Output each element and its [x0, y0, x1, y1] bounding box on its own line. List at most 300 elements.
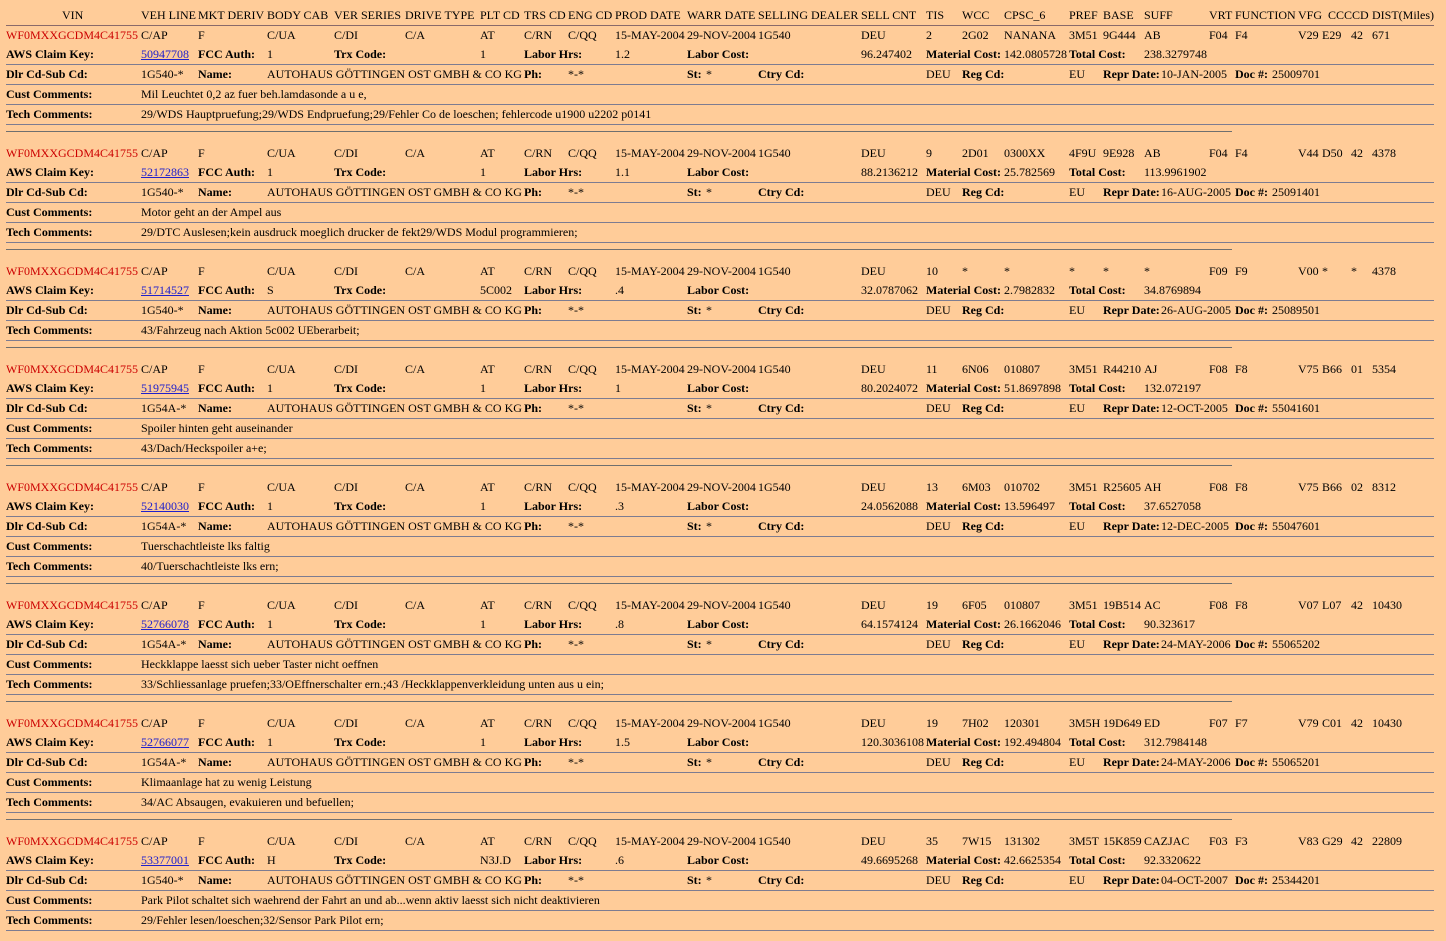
mkt-deriv-value: F — [198, 146, 205, 160]
vin-value: WF0MXXGCDM4C41755 — [6, 146, 139, 160]
col-vin: VIN — [62, 8, 84, 22]
vrt-value: F04 — [1209, 28, 1228, 42]
labor-cost-value: 88.2136212 — [861, 165, 918, 179]
trx-code-value: N3J.D — [480, 853, 512, 867]
dealer-row — [6, 517, 1434, 537]
tech-comments-label: Tech Comments: — [6, 677, 93, 691]
dealer-row — [6, 399, 1434, 419]
material-cost-label: Material Cost: — [926, 499, 1001, 513]
repr-date-value: 24-MAY-2006 — [1161, 755, 1231, 769]
ctry-cd-value: DEU — [926, 401, 951, 415]
claim-row — [6, 497, 1434, 517]
separator-line — [6, 347, 1232, 348]
claim-key-link[interactable]: 52172863 — [141, 165, 189, 179]
dlr-cd-label: Dlr Cd-Sub Cd: — [6, 637, 88, 651]
reg-cd-label: Reg Cd: — [962, 185, 1005, 199]
st-label: St: — [687, 755, 702, 769]
col-prod-date: PROD DATE — [615, 8, 681, 22]
aws-claim-key-label: AWS Claim Key: — [6, 381, 94, 395]
selling-dealer-value: 1G540 — [758, 716, 791, 730]
dealer-row — [6, 65, 1434, 85]
labor-hrs-label: Labor Hrs: — [524, 735, 583, 749]
dlr-cd-value: 1G54A-* — [141, 637, 187, 651]
col-mkt-deriv: MKT DERIV — [198, 8, 265, 22]
labor-cost-label: Labor Cost: — [687, 381, 750, 395]
function-value: F8 — [1235, 362, 1248, 376]
cd-value: 42 — [1351, 834, 1363, 848]
vfg-value: V00 — [1298, 264, 1319, 278]
tis-value: 10 — [926, 264, 938, 278]
selling-dealer-value: 1G540 — [758, 146, 791, 160]
function-value: F7 — [1235, 716, 1248, 730]
selling-dealer-value: 1G540 — [758, 362, 791, 376]
vfg-value: V83 — [1298, 834, 1319, 848]
dlr-cd-label: Dlr Cd-Sub Cd: — [6, 401, 88, 415]
name-label: Name: — [198, 67, 232, 81]
st-label: St: — [687, 519, 702, 533]
tech-comments-value: 33/Schliessanlage pruefen;33/OEffnerschalter ern.;43 /Heckklappenverkleidung unten aus u ein; — [141, 677, 604, 691]
ph-label: Ph: — [524, 873, 542, 887]
cust-comments-label: Cust Comments: — [6, 421, 93, 435]
plt-cd-value: AT — [480, 716, 495, 730]
labor-cost-value: 32.0787062 — [861, 283, 918, 297]
total-cost-value: 34.8769894 — [1144, 283, 1201, 297]
veh-line-value: C/AP — [141, 598, 168, 612]
col-warr-date: WARR DATE — [687, 8, 756, 22]
suff-value: AB — [1144, 146, 1161, 160]
veh-line-value: C/AP — [141, 480, 168, 494]
tech-comments-label: Tech Comments: — [6, 559, 93, 573]
trx-code-value: 1 — [480, 47, 486, 61]
trx-code-value: 5C002 — [480, 283, 513, 297]
tech-comments-row — [6, 105, 1434, 125]
name-label: Name: — [198, 873, 232, 887]
dist-value: 22809 — [1372, 834, 1402, 848]
reg-cd-value: EU — [1069, 755, 1085, 769]
repr-date-label: Repr Date: — [1103, 303, 1160, 317]
fcc-auth-label: FCC Auth: — [198, 381, 256, 395]
tech-comments-row — [6, 675, 1434, 695]
name-value: AUTOHAUS GÖTTINGEN OST GMBH & CO KG — [267, 401, 522, 415]
labor-cost-value: 64.1574124 — [861, 617, 918, 631]
base-value: R25605 — [1103, 480, 1142, 494]
claim-row — [6, 163, 1434, 183]
cd-value: 42 — [1351, 716, 1363, 730]
st-label: St: — [687, 67, 702, 81]
fcc-auth-label: FCC Auth: — [198, 283, 256, 297]
tech-comments-value: 29/DTC Auslesen;kein ausdruck moeglich drucker de fekt29/WDS Modul programmieren; — [141, 225, 578, 239]
ph-value: *-* — [568, 755, 584, 769]
material-cost-label: Material Cost: — [926, 283, 1001, 297]
dlr-cd-value: 1G540-* — [141, 303, 184, 317]
cd-value: 42 — [1351, 146, 1363, 160]
repr-date-value: 10-JAN-2005 — [1161, 67, 1227, 81]
material-cost-label: Material Cost: — [926, 617, 1001, 631]
ccc-value: L07 — [1322, 598, 1342, 612]
warr-date-value: 29-NOV-2004 — [687, 716, 756, 730]
ctry-cd-label: Ctry Cd: — [758, 303, 805, 317]
function-value: F4 — [1235, 28, 1248, 42]
claim-record — [6, 26, 1434, 144]
fcc-auth-value: H — [267, 853, 276, 867]
dlr-cd-value: 1G54A-* — [141, 401, 187, 415]
suff-value: AB — [1144, 28, 1161, 42]
claim-record — [6, 144, 1434, 262]
vrt-value: F08 — [1209, 598, 1228, 612]
cpsc6-value: 120301 — [1004, 716, 1040, 730]
claim-row — [6, 281, 1434, 301]
labor-hrs-label: Labor Hrs: — [524, 283, 583, 297]
mkt-deriv-value: F — [198, 834, 205, 848]
eng-cd-value: C/QQ — [568, 598, 597, 612]
doc-value: 55047601 — [1272, 519, 1320, 533]
material-cost-label: Material Cost: — [926, 165, 1001, 179]
sell-cnt-value: DEU — [861, 28, 886, 42]
total-cost-label: Total Cost: — [1069, 617, 1126, 631]
claims-report — [6, 6, 1434, 931]
doc-value: 55065202 — [1272, 637, 1320, 651]
eng-cd-value: C/QQ — [568, 834, 597, 848]
material-cost-label: Material Cost: — [926, 381, 1001, 395]
cust-comments-value: Spoiler hinten geht auseinander — [141, 421, 293, 435]
material-cost-value: 13.596497 — [1004, 499, 1055, 513]
cust-comments-row — [6, 203, 1434, 223]
claim-row — [6, 379, 1434, 399]
st-label: St: — [687, 401, 702, 415]
wcc-value: 2D01 — [962, 146, 989, 160]
body-cab-value: C/UA — [267, 716, 296, 730]
cpsc6-value: 010807 — [1004, 598, 1040, 612]
base-value: * — [1103, 264, 1109, 278]
material-cost-value: 2.7982832 — [1004, 283, 1055, 297]
labor-cost-label: Labor Cost: — [687, 735, 750, 749]
tis-value: 19 — [926, 598, 938, 612]
ctry-cd-label: Ctry Cd: — [758, 185, 805, 199]
ccc-value: B66 — [1322, 362, 1343, 376]
ver-series-value: C/DI — [334, 480, 358, 494]
record-separator — [6, 341, 1434, 360]
selling-dealer-value: 1G540 — [758, 264, 791, 278]
trx-code-label: Trx Code: — [334, 47, 387, 61]
vrt-value: F04 — [1209, 146, 1228, 160]
suff-value: AJ — [1144, 362, 1158, 376]
tech-comments-value: 40/Tuerschachtleiste lks ern; — [141, 559, 279, 573]
col-vrt: VRT — [1209, 8, 1233, 22]
fcc-auth-label: FCC Auth: — [198, 853, 256, 867]
col-plt-cd: PLT CD — [480, 8, 520, 22]
ver-series-value: C/DI — [334, 28, 358, 42]
cpsc6-value: * — [1004, 264, 1010, 278]
reg-cd-value: EU — [1069, 303, 1085, 317]
prod-date-value: 15-MAY-2004 — [615, 598, 685, 612]
tis-value: 35 — [926, 834, 938, 848]
name-value: AUTOHAUS GÖTTINGEN OST GMBH & CO KG — [267, 303, 522, 317]
cd-value: 01 — [1351, 362, 1363, 376]
doc-label: Doc #: — [1235, 67, 1268, 81]
labor-hrs-value: 1 — [615, 381, 621, 395]
trx-code-value: 1 — [480, 735, 486, 749]
doc-label: Doc #: — [1235, 185, 1268, 199]
col-body-cab: BODY CAB — [267, 8, 329, 22]
ccc-value: E29 — [1322, 28, 1342, 42]
total-cost-value: 132.072197 — [1144, 381, 1201, 395]
vfg-value: V75 — [1298, 480, 1319, 494]
material-cost-label: Material Cost: — [926, 47, 1001, 61]
base-value: 19B514 — [1103, 598, 1142, 612]
claim-key-link[interactable]: 52140030 — [141, 499, 189, 513]
ph-value: *-* — [568, 185, 584, 199]
doc-label: Doc #: — [1235, 637, 1268, 651]
vin-value: WF0MXXGCDM4C41755 — [6, 28, 139, 42]
veh-line-value: C/AP — [141, 834, 168, 848]
reg-cd-label: Reg Cd: — [962, 637, 1005, 651]
body-cab-value: C/UA — [267, 834, 296, 848]
ctry-cd-label: Ctry Cd: — [758, 637, 805, 651]
ctry-cd-label: Ctry Cd: — [758, 401, 805, 415]
vin-value: WF0MXXGCDM4C41755 — [6, 480, 139, 494]
fcc-auth-value: 1 — [267, 617, 273, 631]
separator-line — [6, 249, 1232, 250]
material-cost-value: 51.8697898 — [1004, 381, 1061, 395]
vin-value: WF0MXXGCDM4C41755 — [6, 834, 139, 848]
cust-comments-row — [6, 537, 1434, 557]
warr-date-value: 29-NOV-2004 — [687, 28, 756, 42]
ctry-cd-value: DEU — [926, 67, 951, 81]
cust-comments-value: Heckklappe laesst sich ueber Taster nicht oeffnen — [141, 657, 379, 671]
dlr-cd-label: Dlr Cd-Sub Cd: — [6, 755, 88, 769]
col-base: BASE — [1103, 8, 1134, 22]
wcc-value: 6M03 — [962, 480, 991, 494]
dlr-cd-label: Dlr Cd-Sub Cd: — [6, 519, 88, 533]
records-list — [6, 26, 1434, 931]
dlr-cd-label: Dlr Cd-Sub Cd: — [6, 185, 88, 199]
warr-date-value: 29-NOV-2004 — [687, 362, 756, 376]
claim-record — [6, 478, 1434, 596]
total-cost-value: 312.7984148 — [1144, 735, 1207, 749]
material-cost-value: 42.6625354 — [1004, 853, 1061, 867]
fcc-auth-value: 1 — [267, 165, 273, 179]
claim-key-link[interactable]: 52766078 — [141, 617, 189, 631]
drive-type-value: C/A — [405, 834, 426, 848]
tech-comments-value: 43/Fahrzeug nach Aktion 5c002 UEberarbeit; — [141, 323, 360, 337]
col-vfg: VFG — [1298, 8, 1323, 22]
labor-hrs-value: .8 — [615, 617, 624, 631]
claim-row — [6, 733, 1434, 753]
labor-hrs-label: Labor Hrs: — [524, 499, 583, 513]
dlr-cd-value: 1G540-* — [141, 873, 184, 887]
drive-type-value: C/A — [405, 28, 426, 42]
dlr-cd-value: 1G54A-* — [141, 755, 187, 769]
ccc-value: G29 — [1322, 834, 1343, 848]
col-suff: SUFF — [1144, 8, 1173, 22]
sell-cnt-value: DEU — [861, 834, 886, 848]
drive-type-value: C/A — [405, 264, 426, 278]
warr-date-value: 29-NOV-2004 — [687, 480, 756, 494]
dist-value: 671 — [1372, 28, 1390, 42]
dealer-row — [6, 183, 1434, 203]
mkt-deriv-value: F — [198, 28, 205, 42]
prod-date-value: 15-MAY-2004 — [615, 146, 685, 160]
ver-series-value: C/DI — [334, 146, 358, 160]
labor-hrs-label: Labor Hrs: — [524, 381, 583, 395]
veh-line-value: C/AP — [141, 28, 168, 42]
dealer-row — [6, 753, 1434, 773]
ccc-value: C01 — [1322, 716, 1343, 730]
record-separator — [6, 695, 1434, 714]
dlr-cd-value: 1G54A-* — [141, 519, 187, 533]
ccc-value: B66 — [1322, 480, 1343, 494]
labor-cost-label: Labor Cost: — [687, 499, 750, 513]
claim-key-link[interactable]: 51714527 — [141, 283, 189, 297]
total-cost-value: 113.9961902 — [1144, 165, 1207, 179]
claim-key-link[interactable]: 50947708 — [141, 47, 189, 61]
plt-cd-value: AT — [480, 264, 495, 278]
claim-record — [6, 832, 1434, 931]
cust-comments-label: Cust Comments: — [6, 87, 93, 101]
base-value: R44210 — [1103, 362, 1142, 376]
vfg-value: V29 — [1298, 28, 1319, 42]
labor-hrs-label: Labor Hrs: — [524, 617, 583, 631]
claim-key-link[interactable]: 53377001 — [141, 853, 189, 867]
st-value: * — [706, 401, 712, 415]
repr-date-value: 24-MAY-2006 — [1161, 637, 1231, 651]
vin-value: WF0MXXGCDM4C41755 — [6, 716, 139, 730]
ph-value: *-* — [568, 873, 584, 887]
trx-code-label: Trx Code: — [334, 499, 387, 513]
prod-date-value: 15-MAY-2004 — [615, 716, 685, 730]
function-value: F8 — [1235, 480, 1248, 494]
doc-value: 25091401 — [1272, 185, 1320, 199]
sell-cnt-value: DEU — [861, 716, 886, 730]
fcc-auth-value: 1 — [267, 735, 273, 749]
tech-comments-label: Tech Comments: — [6, 795, 93, 809]
repr-date-value: 12-DEC-2005 — [1161, 519, 1229, 533]
doc-label: Doc #: — [1235, 303, 1268, 317]
tech-comments-value: 29/WDS Hauptpruefung;29/WDS Endpruefung;29/Fehler Co de loeschen; fehlercode u1900 u2202 p0141 — [141, 107, 652, 121]
vehicle-row — [6, 144, 1434, 163]
material-cost-value: 142.0805728 — [1004, 47, 1067, 61]
tis-value: 2 — [926, 28, 932, 42]
separator-line — [6, 465, 1232, 466]
dist-value: 4378 — [1372, 264, 1396, 278]
suff-value: AC — [1144, 598, 1161, 612]
tech-comments-value: 43/Dach/Heckspoiler a+e; — [141, 441, 267, 455]
cd-value: * — [1351, 264, 1357, 278]
aws-claim-key-label: AWS Claim Key: — [6, 735, 94, 749]
function-value: F3 — [1235, 834, 1248, 848]
fcc-auth-label: FCC Auth: — [198, 47, 256, 61]
doc-label: Doc #: — [1235, 401, 1268, 415]
labor-hrs-value: .6 — [615, 853, 624, 867]
col-tis: TIS — [926, 8, 944, 22]
tis-value: 9 — [926, 146, 932, 160]
sell-cnt-value: DEU — [861, 480, 886, 494]
vin-value: WF0MXXGCDM4C41755 — [6, 598, 139, 612]
wcc-value: 6F05 — [962, 598, 987, 612]
claim-key-link[interactable]: 52766077 — [141, 735, 189, 749]
prod-date-value: 15-MAY-2004 — [615, 264, 685, 278]
eng-cd-value: C/QQ — [568, 716, 597, 730]
col-wcc: WCC — [962, 8, 990, 22]
st-value: * — [706, 637, 712, 651]
col-selling-dealer: SELLING DEALER — [758, 8, 859, 22]
vehicle-row — [6, 832, 1434, 851]
fcc-auth-label: FCC Auth: — [198, 499, 256, 513]
col-pref: PREF — [1069, 8, 1098, 22]
pref-value: 3M51 — [1069, 480, 1098, 494]
labor-hrs-value: 1.2 — [615, 47, 630, 61]
claim-row — [6, 615, 1434, 635]
col-ver-series: VER SERIES — [334, 8, 402, 22]
cust-comments-label: Cust Comments: — [6, 893, 93, 907]
doc-label: Doc #: — [1235, 519, 1268, 533]
name-label: Name: — [198, 637, 232, 651]
body-cab-value: C/UA — [267, 264, 296, 278]
material-cost-label: Material Cost: — [926, 853, 1001, 867]
vrt-value: F07 — [1209, 716, 1228, 730]
total-cost-label: Total Cost: — [1069, 283, 1126, 297]
ph-value: *-* — [568, 637, 584, 651]
repr-date-label: Repr Date: — [1103, 755, 1160, 769]
function-value: F9 — [1235, 264, 1248, 278]
labor-cost-label: Labor Cost: — [687, 853, 750, 867]
labor-cost-value: 80.2024072 — [861, 381, 918, 395]
base-value: 15K859 — [1103, 834, 1142, 848]
dealer-row — [6, 871, 1434, 891]
doc-value: 25009701 — [1272, 67, 1320, 81]
mkt-deriv-value: F — [198, 480, 205, 494]
ph-label: Ph: — [524, 637, 542, 651]
ph-label: Ph: — [524, 67, 542, 81]
cust-comments-label: Cust Comments: — [6, 657, 93, 671]
record-separator — [6, 125, 1434, 144]
col-cpsc6: CPSC_6 — [1004, 8, 1046, 22]
name-value: AUTOHAUS GÖTTINGEN OST GMBH & CO KG — [267, 637, 522, 651]
pref-value: 3M51 — [1069, 362, 1098, 376]
mkt-deriv-value: F — [198, 598, 205, 612]
fcc-auth-value: 1 — [267, 381, 273, 395]
trx-code-value: 1 — [480, 381, 486, 395]
eng-cd-value: C/QQ — [568, 146, 597, 160]
name-value: AUTOHAUS GÖTTINGEN OST GMBH & CO KG — [267, 519, 522, 533]
trx-code-label: Trx Code: — [334, 283, 387, 297]
veh-line-value: C/AP — [141, 146, 168, 160]
ctry-cd-label: Ctry Cd: — [758, 755, 805, 769]
claim-key-link[interactable]: 51975945 — [141, 381, 189, 395]
repr-date-label: Repr Date: — [1103, 185, 1160, 199]
st-label: St: — [687, 303, 702, 317]
repr-date-value: 04-OCT-2007 — [1161, 873, 1228, 887]
tech-comments-row — [6, 911, 1434, 931]
cust-comments-value: Klimaanlage hat zu wenig Leistung — [141, 775, 312, 789]
function-value: F4 — [1235, 146, 1248, 160]
aws-claim-key-label: AWS Claim Key: — [6, 499, 94, 513]
tis-value: 11 — [926, 362, 938, 376]
trs-cd-value: C/RN — [524, 834, 553, 848]
dlr-cd-label: Dlr Cd-Sub Cd: — [6, 67, 88, 81]
doc-value: 55041601 — [1272, 401, 1320, 415]
warr-date-value: 29-NOV-2004 — [687, 264, 756, 278]
vehicle-row — [6, 26, 1434, 45]
veh-line-value: C/AP — [141, 716, 168, 730]
vfg-value: V79 — [1298, 716, 1319, 730]
dlr-cd-label: Dlr Cd-Sub Cd: — [6, 303, 88, 317]
fcc-auth-label: FCC Auth: — [198, 617, 256, 631]
eng-cd-value: C/QQ — [568, 264, 597, 278]
trs-cd-value: C/RN — [524, 480, 553, 494]
selling-dealer-value: 1G540 — [758, 28, 791, 42]
name-value: AUTOHAUS GÖTTINGEN OST GMBH & CO KG — [267, 755, 522, 769]
